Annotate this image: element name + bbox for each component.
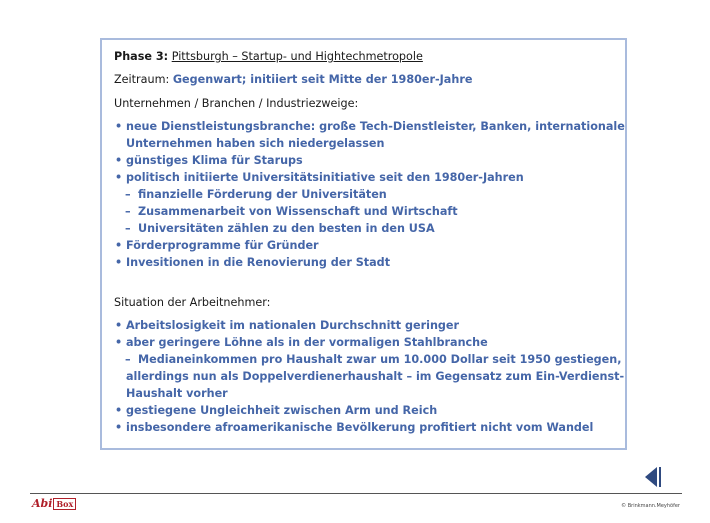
list-item: • Arbeitslosigkeit im nationalen Durchschnitt geringer [114,317,613,334]
list-item: – finanzielle Förderung der Universitäten [114,186,613,203]
list-item: • Invesitionen in die Renovierung der Stadt [114,254,613,271]
zeitraum-label: Zeitraum: [114,73,170,86]
logo-box: Box [53,498,76,510]
list-item: • insbesondere afroamerikanische Bevölkerung profitiert nicht vom Wandel [114,419,613,436]
list-item: allerdings nun als Doppelverdienerhaushalt – im Gegensatz zum Ein-Verdienst- [126,370,625,383]
phase-label: Phase 3: [114,50,169,63]
list-item: • günstiges Klima für Starups [114,152,613,169]
arbeitnehmer-list [114,317,625,436]
copyright-text: © Brinkmann.Meyhöfer [621,503,680,509]
list-item: – Zusammenarbeit von Wissenschaft und Wirtschaft [114,203,613,220]
footer-divider [30,493,682,494]
phase-heading [114,48,613,65]
list-item: • aber geringere Löhne als in der vormaligen Stahlbranche [114,334,613,351]
back-button[interactable] [643,465,665,489]
zeitraum-line [114,71,613,88]
logo-text: Abi [32,497,53,510]
content-card [100,38,627,450]
list-item: • gestiegene Ungleichheit zwischen Arm und Reich [114,402,613,419]
list-item: • politisch initiierte Universitätsinitiative seit den 1980er-Jahren [114,169,613,186]
unternehmen-list [114,118,625,271]
list-item: Haushalt vorher [126,387,228,400]
list-item: – Medianeinkommen pro Haushalt zwar um 10.000 Dollar seit 1950 gestiegen, [114,351,613,368]
list-item: • neue Dienstleistungsbranche: große Tech-Dienstleister, Banken, internationale [114,118,613,135]
back-arrow-icon [643,465,663,489]
list-item: • Förderprogramme für Gründer [114,237,613,254]
unternehmen-title: Unternehmen / Branchen / Industriezweige: [114,97,359,110]
list-item: – Universitäten zählen zu den besten in den USA [114,220,613,237]
zeitraum-value: Gegenwart; initiiert seit Mitte der 1980er-Jahre [172,73,473,86]
abibox-logo [32,497,76,510]
arbeitnehmer-title: Situation der Arbeitnehmer: [114,296,271,309]
list-item: Unternehmen haben sich niedergelassen [126,137,385,150]
phase-title: Pittsburgh – Startup- und Hightechmetropole [171,50,423,63]
